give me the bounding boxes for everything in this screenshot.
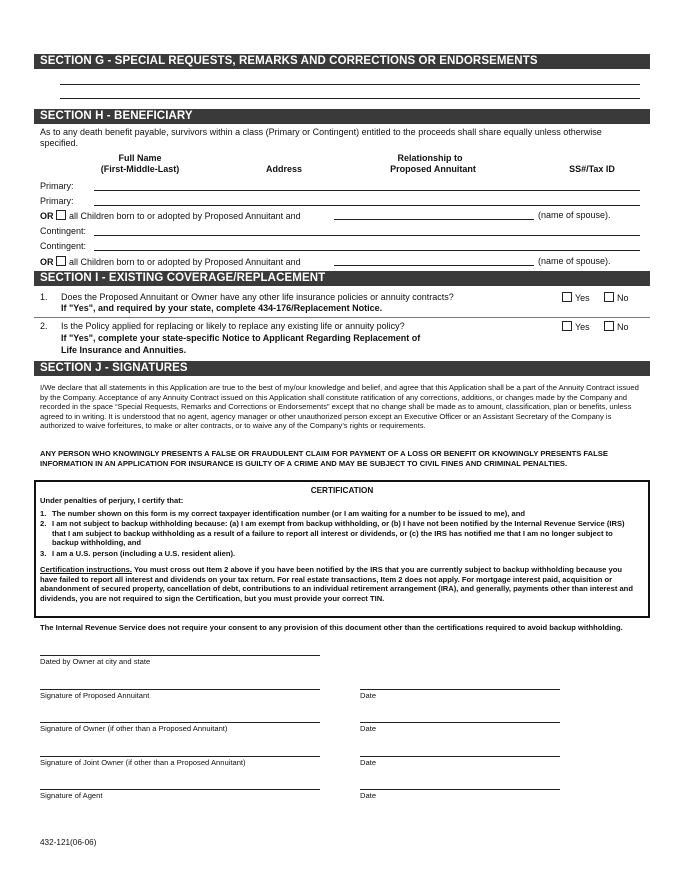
date-label: Date — [360, 691, 377, 700]
item-number: 2. — [40, 519, 47, 528]
dated-field[interactable] — [40, 655, 320, 656]
question-1-no[interactable] — [604, 292, 629, 304]
children-text: all Children born to or adopted by Proposed Annuitant and — [69, 257, 301, 267]
contingent-spouse-name-field[interactable] — [334, 265, 534, 266]
question-2-note-2: Life Insurance and Annuities. — [61, 345, 187, 355]
beneficiary-intro: As to any death benefit payable, survivors within a class (Primary or Contingent) entitled to the proceeds shall share equally unless otherwise specified. — [40, 127, 602, 148]
relationship-header: Relationship to — [397, 153, 463, 163]
instructions-label: Certification instructions. — [40, 565, 132, 574]
date-label: Date — [360, 791, 377, 800]
divider — [34, 317, 650, 318]
section-i-header: SECTION I - EXISTING COVERAGE/REPLACEMENT — [34, 271, 650, 286]
question-2-note-1: If "Yes", complete your state-specific Notice to Applicant Regarding Replacement of — [61, 333, 421, 343]
question-2-yes[interactable] — [562, 321, 590, 333]
annuitant-date-field[interactable] — [360, 689, 560, 690]
certification-lead: Under penalties of perjury, I certify that: — [40, 496, 184, 505]
item-text: The number shown on this form is my correct taxpayer identification number (or I am waiting for a number to be issued to me), and — [52, 509, 525, 518]
q2-no-checkbox[interactable] — [604, 321, 614, 331]
relationship-subheader: Proposed Annuitant — [390, 164, 476, 174]
certification-item-1 — [40, 509, 640, 519]
certification-box — [34, 480, 650, 618]
no-label: No — [617, 293, 629, 303]
children-text: all Children born to or adopted by Proposed Annuitant and — [69, 211, 301, 221]
contingent-children-checkbox[interactable] — [56, 256, 66, 266]
question-1-yes[interactable] — [562, 292, 590, 304]
item-number: 1. — [40, 509, 47, 518]
section-j-header: SECTION J - SIGNATURES — [34, 361, 650, 376]
declaration-text: I/We declare that all statements in this Application are true to the best of my/our knowledge and belief, and agree that this Application shall be a part of the Annuity Contract issued by the Company. Acceptance of any Annuity Contract issued on this Application shall constitute ratification of any corrections, additions, or changes made by the Company and recorded in the space “Special Requests, Remarks and Corrections or Endorsements” except that no change shall be made as to amount, classification, plan or benefits, unless agreed to in writing. It is understood that no agent, agency manager or other unauthorized person except an Executive Officer or an Assistant Secretary of the Company is authorized to waive forfeitures, to make or alter contracts, or to waive any of the Company’s rights or requirements. — [40, 383, 639, 430]
q1-yes-checkbox[interactable] — [562, 292, 572, 302]
owner-signature-field[interactable] — [40, 722, 320, 723]
full-name-subheader: (First-Middle-Last) — [100, 164, 180, 174]
no-label: No — [617, 322, 629, 332]
certification-item-3 — [40, 549, 640, 559]
contingent-label-2: Contingent: — [40, 241, 87, 251]
instructions-text: You must cross out Item 2 above if you have been notified by the IRS that you are currently subject to backup withholding because you have failed to report all interest and dividends on your tax return. For real estate transactions, Item 2 does not apply. For mortgage interest paid, acquisition or abandonment of secured property, cancellation of debt, contributions to an individual retirement arrangement (IRA), and generally, payments other than interest and dividends, you are not required to sign the Certification, but you must provide your correct TIN. — [40, 565, 633, 603]
primary-beneficiary-1-field[interactable] — [94, 190, 640, 191]
question-2-text: Is the Policy applied for replacing or likely to replace any existing life or annuity policy? — [61, 321, 405, 331]
item-number: 3. — [40, 549, 47, 558]
yes-label: Yes — [575, 293, 590, 303]
spouse-label: (name of spouse). — [538, 256, 611, 266]
remarks-line-1[interactable] — [60, 84, 640, 85]
yes-label: Yes — [575, 322, 590, 332]
form-number: 432-121(06-06) — [40, 838, 97, 847]
question-1-note: If "Yes", and required by your state, complete 434-176/Replacement Notice. — [61, 303, 383, 313]
primary-label-2: Primary: — [40, 196, 74, 206]
contingent-children-row — [40, 256, 301, 268]
contingent-label-1: Contingent: — [40, 226, 87, 236]
date-label: Date — [360, 724, 377, 733]
item-text: I am not subject to backup withholding because: (a) I am exempt from backup withholding, or (b) I have not been notified by the Internal Revenue Service (IRS) that I am subject to backup withholding as a result of a failure to report all interest or dividends, or (c) the IRS has notified me that I am no longer subject to backup withholding, and — [52, 519, 625, 547]
contingent-beneficiary-1-field[interactable] — [94, 235, 640, 236]
fraud-warning: ANY PERSON WHO KNOWINGLY PRESENTS A FALSE OR FRAUDULENT CLAIM FOR PAYMENT OF A LOSS OR BENEFIT OR KNOWINGLY PRESENTS FALSE INFORMATION IN AN APPLICATION FOR INSURANCE IS GUILTY OF A CRIME AND MAY BE SUBJECT TO CIVIL FINES AND CRIMINAL PENALTIES. — [40, 449, 608, 468]
agent-signature-field[interactable] — [40, 789, 320, 790]
or-label: OR — [40, 211, 54, 221]
dated-label: Dated by Owner at city and state — [40, 657, 151, 666]
question-2-no[interactable] — [604, 321, 629, 333]
joint-owner-signature-field[interactable] — [40, 756, 320, 757]
section-h-header: SECTION H - BENEFICIARY — [34, 109, 650, 124]
joint-owner-date-field[interactable] — [360, 756, 560, 757]
q1-no-checkbox[interactable] — [604, 292, 614, 302]
irs-note: The Internal Revenue Service does not require your consent to any provision of this document other than the certifications required to avoid backup withholding. — [40, 623, 623, 632]
primary-children-row — [40, 210, 301, 222]
question-1-text: Does the Proposed Annuitant or Owner have any other life insurance policies or annuity contracts? — [61, 292, 454, 302]
address-header: Address — [265, 164, 302, 174]
item-text: I am a U.S. person (including a U.S. resident alien). — [52, 549, 236, 558]
primary-label-1: Primary: — [40, 181, 74, 191]
primary-beneficiary-2-field[interactable] — [94, 205, 640, 206]
remarks-line-2[interactable] — [60, 98, 640, 99]
annuitant-signature-label: Signature of Proposed Annuitant — [40, 691, 150, 700]
full-name-header: Full Name — [118, 153, 162, 163]
date-label: Date — [360, 758, 377, 767]
or-label: OR — [40, 257, 54, 267]
primary-children-checkbox[interactable] — [56, 210, 66, 220]
certification-instructions — [40, 565, 640, 603]
owner-signature-label: Signature of Owner (if other than a Proposed Annuitant) — [40, 724, 228, 733]
q2-yes-checkbox[interactable] — [562, 321, 572, 331]
contingent-beneficiary-2-field[interactable] — [94, 250, 640, 251]
owner-date-field[interactable] — [360, 722, 560, 723]
question-1-number: 1. — [40, 292, 48, 302]
joint-owner-signature-label: Signature of Joint Owner (if other than a Proposed Annuitant) — [40, 758, 246, 767]
certification-item-2 — [40, 519, 640, 548]
agent-signature-label: Signature of Agent — [40, 791, 103, 800]
certification-title: CERTIFICATION — [310, 486, 374, 495]
agent-date-field[interactable] — [360, 789, 560, 790]
section-g-header: SECTION G - SPECIAL REQUESTS, REMARKS AND CORRECTIONS OR ENDORSEMENTS — [34, 54, 650, 69]
spouse-label: (name of spouse). — [538, 210, 611, 220]
annuitant-signature-field[interactable] — [40, 689, 320, 690]
question-2-number: 2. — [40, 321, 48, 331]
ssn-header: SS#/Tax ID — [569, 164, 615, 174]
primary-spouse-name-field[interactable] — [334, 219, 534, 220]
